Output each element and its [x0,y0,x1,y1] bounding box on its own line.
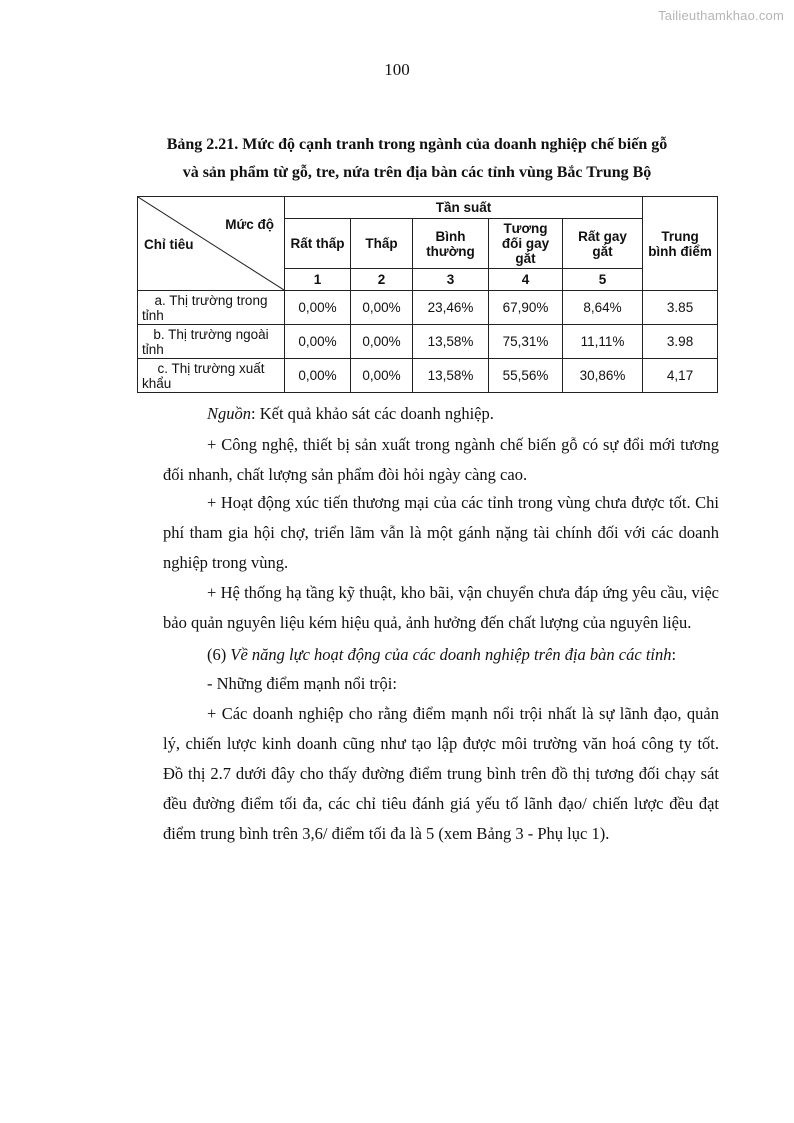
row-label: a. Thị trường trong tỉnh [138,291,285,325]
corner-level-label: Mức độ [225,217,274,232]
table-row [138,359,718,393]
level-number: 5 [563,269,643,291]
page-number: 100 [384,60,410,79]
paragraph-infrastructure: + Hệ thống hạ tầng kỹ thuật, kho bãi, vận chuyển chưa đáp ứng yêu cầu, việc bảo quản nguyên liệu kém hiệu quả, ảnh hưởng đến chất lượng của nguyên liệu. [163,583,719,632]
table-caption-line-1: Bảng 2.21. Mức độ cạnh tranh trong ngành của doanh nghiệp chế biến gỗ [166,136,668,153]
source-label: Nguồn [207,404,252,423]
section-number: (6) [207,645,231,664]
value-cell: 13,58% [413,325,489,359]
watermark: Tailieuthamkhao.com [658,8,784,23]
paragraph-strengths-label: - Những điểm mạnh nổi trội: [207,674,397,693]
corner-criteria-label: Chỉ tiêu [144,237,194,252]
source-text: : Kết quả khảo sát các doanh nghiệp. [251,404,494,423]
value-cell: 0,00% [285,359,351,393]
level-header: Tương đối gay gắt [489,219,563,269]
level-number: 4 [489,269,563,291]
value-cell: 11,11% [563,325,643,359]
level-header: Thấp [351,219,413,269]
value-cell: 0,00% [351,291,413,325]
table-row [138,291,718,325]
level-header: Bình thường [413,219,489,269]
value-cell: 13,58% [413,359,489,393]
frequency-group-header: Tần suất [285,197,643,219]
value-cell: 30,86% [563,359,643,393]
average-cell: 3.98 [643,325,718,359]
average-cell: 3.85 [643,291,718,325]
value-cell: 8,64% [563,291,643,325]
value-cell: 0,00% [351,359,413,393]
value-cell: 55,56% [489,359,563,393]
value-cell: 67,90% [489,291,563,325]
table-caption-line-2: và sản phẩm từ gỗ, tre, nứa trên địa bàn các tỉnh vùng Bắc Trung Bộ [182,164,652,181]
section-title: Về năng lực hoạt động của các doanh nghiệp trên địa bàn các tỉnh [230,645,672,664]
value-cell: 0,00% [285,325,351,359]
row-label: b. Thị trường ngoài tỉnh [138,325,285,359]
paragraph-leadership: + Các doanh nghiệp cho rằng điểm mạnh nổi trội nhất là sự lãnh đạo, quản lý, chiến lược kinh doanh cũng như tạo lập được môi trường văn hoá công ty tốt. Đồ thị 2.7 dưới đây cho thấy đường điểm trung bình trên đồ thị tương đối chạy sát đều đường điểm tối đa, các chỉ tiêu đánh giá yếu tố lãnh đạo/ chiến lược đều đạt điểm trung bình trên 3,6/ điểm tối đa là 5 (xem Bảng 3 - Phụ lục 1). [163,704,719,843]
level-header: Rất thấp [285,219,351,269]
average-score-header: Trung bình điểm [643,197,718,291]
value-cell: 0,00% [285,291,351,325]
average-cell: 4,17 [643,359,718,393]
table-row [138,325,718,359]
paragraph-technology: + Công nghệ, thiết bị sản xuất trong ngành chế biến gỗ có sự đổi mới tương đối nhanh, chất lượng sản phẩm đòi hỏi ngày càng cao. [163,435,719,484]
section-heading-capacity [207,640,676,670]
value-cell: 0,00% [351,325,413,359]
level-header: Rất gay gắt [563,219,643,269]
competition-table [137,196,718,393]
row-label: c. Thị trường xuất khẩu [138,359,285,393]
value-cell: 75,31% [489,325,563,359]
level-number: 1 [285,269,351,291]
value-cell: 23,46% [413,291,489,325]
corner-header-cell [138,197,285,291]
paragraph-trade-promotion: + Hoạt động xúc tiến thương mại của các tỉnh trong vùng chưa được tốt. Chi phí tham gia hội chợ, triển lãm vẫn là một gánh nặng tài chính đối với các doanh nghiệp trong vùng. [163,493,719,572]
section-colon: : [671,645,677,664]
level-number: 2 [351,269,413,291]
source-note [207,399,494,429]
level-number: 3 [413,269,489,291]
